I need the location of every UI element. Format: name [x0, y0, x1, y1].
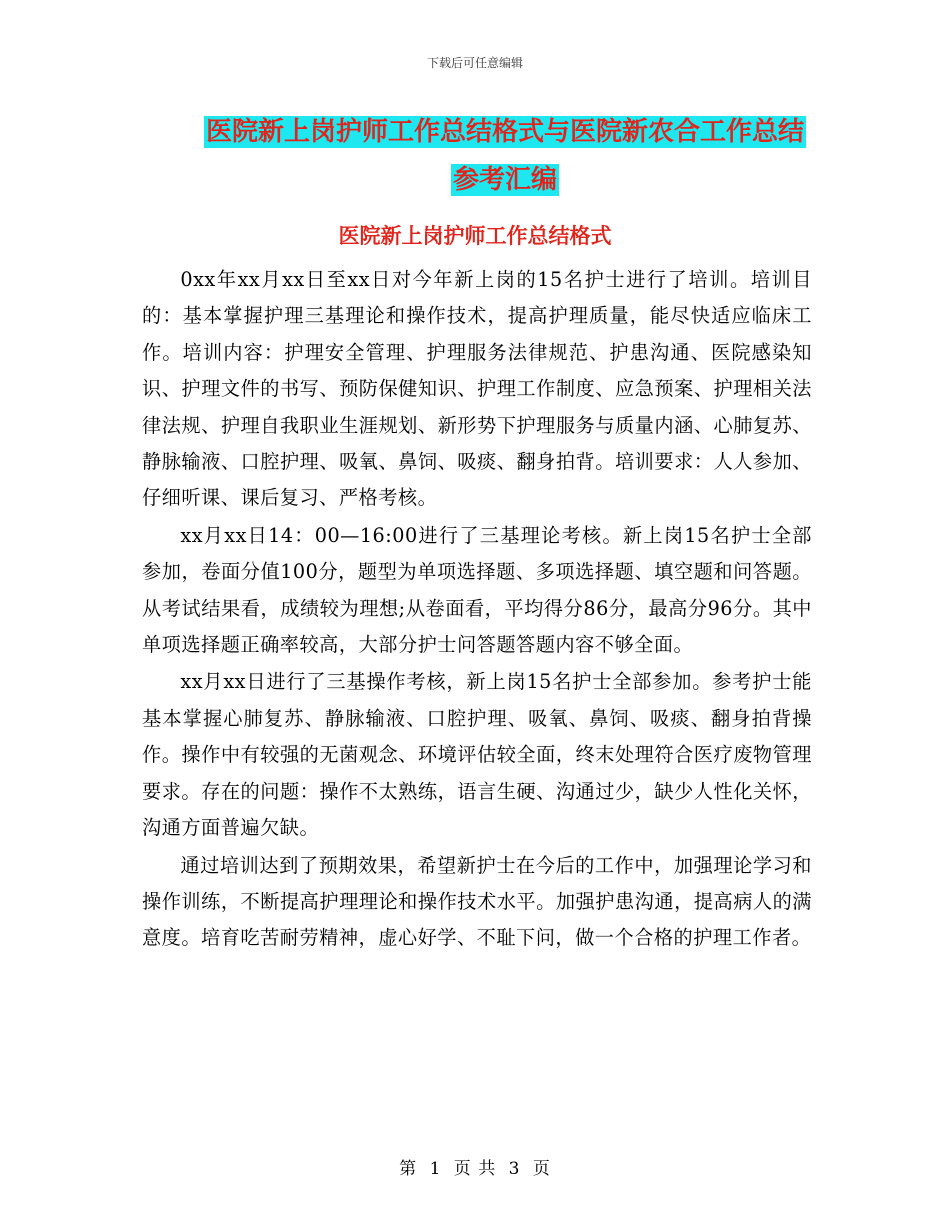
paragraph-1: 0xx年xx月xx日至xx日对今年新上岗的15名护士进行了培训。培训目的：基本掌握护理三基理论和操作技术，提高护理质量，能尽快适应临床工作。培训内容：护理安全管理、护理服务法律规范、护患沟通、医院感染知识、护理文件的书写、预防保健知识、护理工作制度、应急预案、护理相关法律法规、护理自我职业生涯规划、新形势下护理服务与质量内涵、心肺复苏、静脉输液、口腔护理、吸氧、鼻饲、吸痰、翻身拍背。培训要求：人人参加、仔细听课、课后复习、严格考核。	[142, 268, 812, 510]
section-title: 医院新上岗护师工作总结格式	[338, 224, 612, 248]
header-note: 下载后可任意编辑	[426, 56, 523, 70]
footer-suffix: 页	[532, 1159, 551, 1179]
paragraph-4: 通过培训达到了预期效果，希望新护士在今后的工作中，加强理论学习和操作训练，不断提高护理理论和操作技术水平。加强护患沟通，提高病人的满意度。培育吃苦耐劳精神，虚心好学、不耻下问，做一个合格的护理工作者。	[142, 853, 812, 950]
footer-prefix: 第	[399, 1159, 418, 1179]
body-text	[142, 262, 812, 958]
document-title	[140, 108, 870, 204]
document-title-line1: 医院新上岗护师工作总结格式与医院新农合工作总结	[205, 117, 804, 147]
page-footer	[0, 1154, 950, 1179]
footer-current-page: 1	[429, 1159, 442, 1179]
paragraph-3: xx月xx日进行了三基操作考核，新上岗15名护士全部参加。参考护士能基本掌握心肺复苏、静脉输液、口腔护理、吸氧、鼻饲、吸痰、翻身拍背操作。操作中有较强的无菌观念、环境评估较全面，终末处理符合医疗废物管理要求。存在的问题：操作不太熟练，语言生硬、沟通过少，缺少人性化关怀，沟通方面普遍欠缺。	[142, 670, 812, 840]
footer-middle: 页 共	[453, 1159, 497, 1179]
document-title-line2: 参考汇编	[452, 165, 557, 195]
paragraph-2: xx月xx日14：00—16:00进行了三基理论考核。新上岗15名护士全部参加，卷面分值100分，题型为单项选择题、多项选择题、填空题和问答题。从考试结果看，成绩较为理想;从卷面看，平均得分86分，最高分96分。其中单项选择题正确率较高，大部分护士问答题答题内容不够全面。	[142, 523, 812, 657]
footer-total-pages: 3	[508, 1159, 521, 1179]
